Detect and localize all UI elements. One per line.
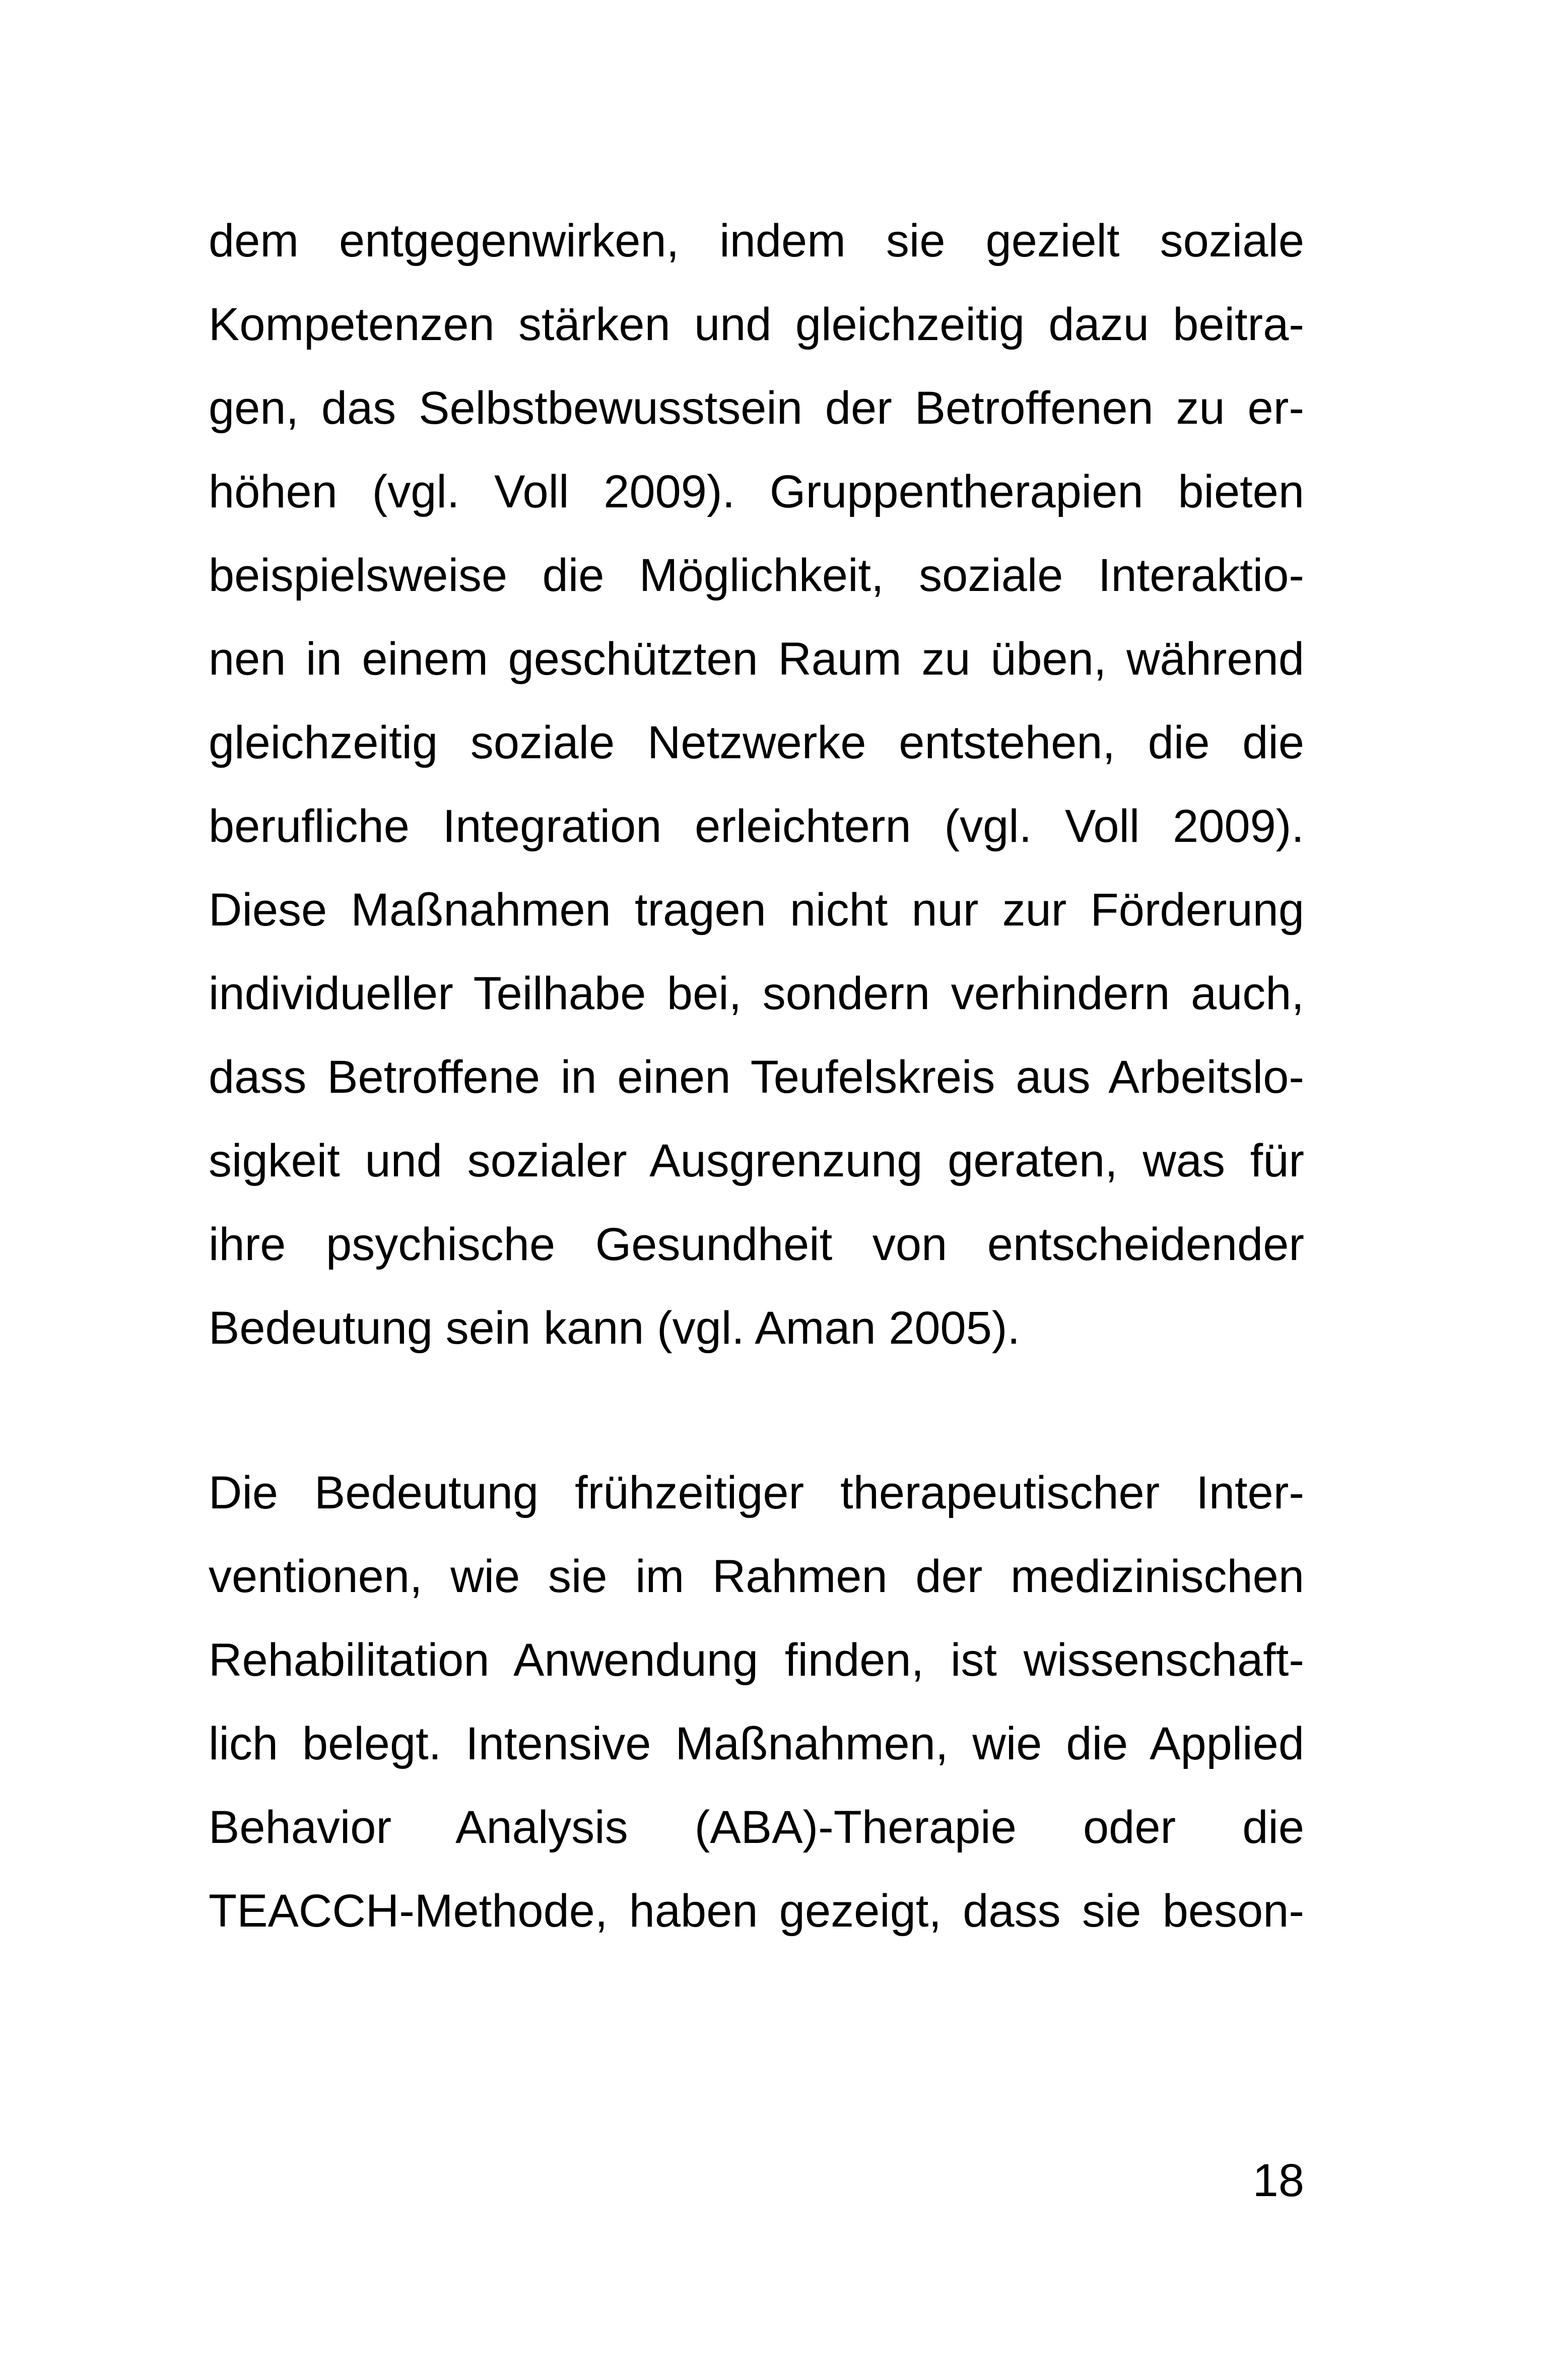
text-line: gen, das Selbstbewusstsein der Betroffenen zu er-: [209, 382, 1304, 434]
text-line: beispielsweise die Möglichkeit, soziale Interaktio-: [209, 550, 1304, 601]
text-line: individueller Teilhabe bei, sondern verhindern auch,: [209, 968, 1304, 1019]
text-line: Kompetenzen stärken und gleichzeitig dazu beitra-: [209, 299, 1304, 350]
text-line: Die Bedeutung frühzeitiger therapeutischer Inter-: [209, 1467, 1304, 1518]
paragraph-1: [209, 199, 1304, 1370]
text-line: dem entgegenwirken, indem sie gezielt soziale: [209, 215, 1304, 267]
text-line: ihre psychische Gesundheit von entscheidender: [209, 1219, 1304, 1270]
paragraph-2: [209, 1451, 1304, 1953]
text-line: berufliche Integration erleichtern (vgl. Voll 2009).: [209, 801, 1304, 852]
text-line: Bedeutung sein kann (vgl. Aman 2005).: [209, 1302, 1021, 1354]
text-line: Rehabilitation Anwendung finden, ist wissenschaft-: [209, 1634, 1304, 1686]
text-line: TEACCH-Methode, haben gezeigt, dass sie beson-: [209, 1885, 1304, 1937]
page-number: 18: [1252, 2155, 1304, 2206]
text-line: sigkeit und sozialer Ausgrenzung geraten, was für: [209, 1135, 1304, 1186]
text-line: nen in einem geschützten Raum zu üben, während: [209, 633, 1304, 685]
text-line: lich belegt. Intensive Maßnahmen, wie die Applied: [209, 1718, 1304, 1769]
text-line: Behavior Analysis (ABA)-Therapie oder die: [209, 1802, 1304, 1853]
text-line: gleichzeitig soziale Netzwerke entstehen, die die: [209, 717, 1304, 768]
text-line: Diese Maßnahmen tragen nicht nur zur Förderung: [209, 884, 1304, 936]
text-line: höhen (vgl. Voll 2009). Gruppentherapien bieten: [209, 466, 1304, 517]
text-line: dass Betroffene in einen Teufelskreis aus Arbeitslo-: [209, 1051, 1304, 1103]
text-line: ventionen, wie sie im Rahmen der medizinischen: [209, 1551, 1304, 1602]
